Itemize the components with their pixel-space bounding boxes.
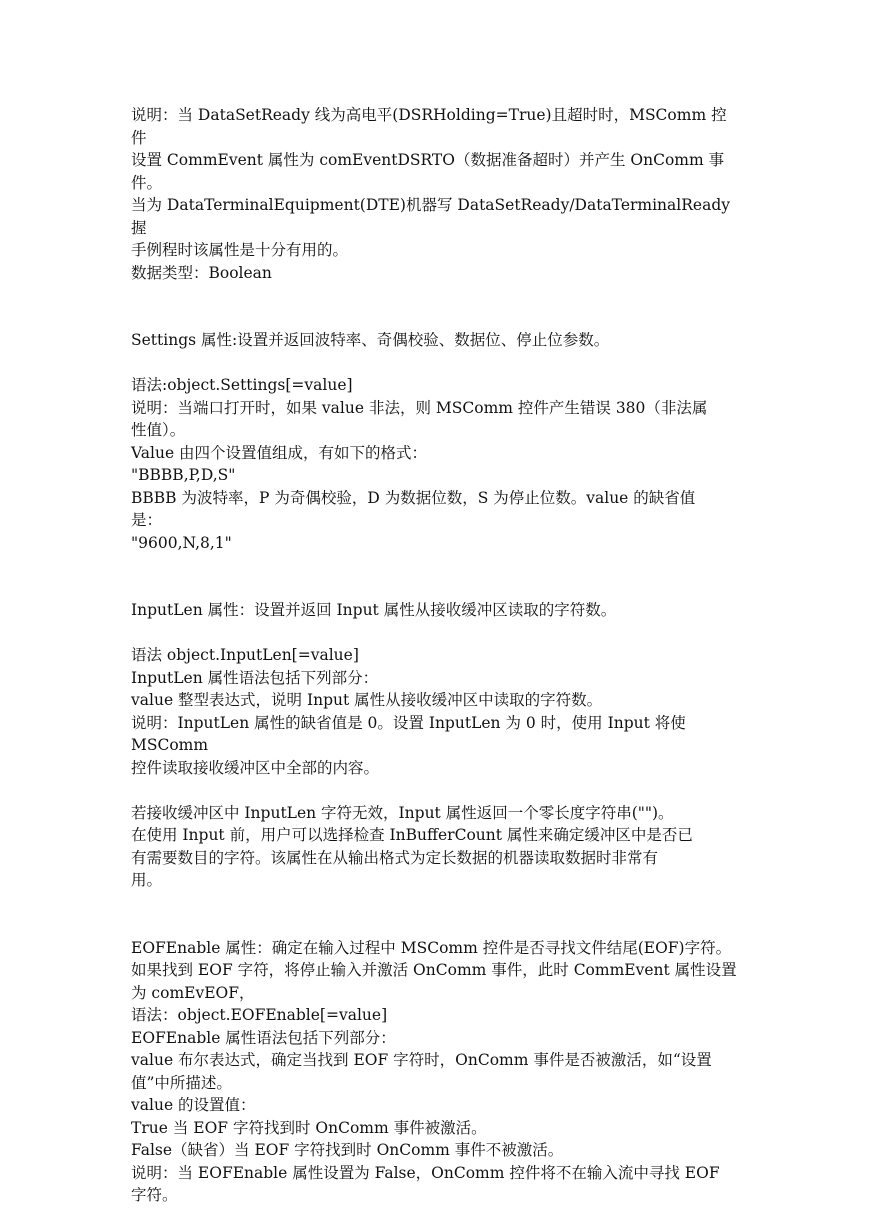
settings-format-description-line-1: BBBB 为波特率，P 为奇偶校验，D 为数据位数，S 为停止位数。value 的缺省值 [131,488,696,507]
inputlen-syntax: 语法 object.InputLen[=value] [131,646,359,664]
eofenable-parts-intro: EOFEnable 属性语法包括下列部分： [131,1028,396,1047]
eofenable-description-line-1: 如果找到 EOF 字符，将停止输入并激活 OnComm 事件，此时 CommEvent 属性设置 [131,961,737,979]
inputlen-note-line-2: 在使用 Input 前，用户可以选择检查 InBufferCount 属性来确定缓冲区中是否已 [131,826,693,844]
eofenable-true-description: True 当 EOF 字符找到时 OnComm 事件被激活。 [131,1118,487,1137]
inputlen-note-line-1: 若接收缓冲区中 InputLen 字符无效，Input 属性返回一个零长度字符串("")。 [131,803,674,822]
eofenable-value-description-line-1: value 布尔表达式，确定当找到 EOF 字符时，OnComm 事件是否被激活，如“设置 [131,1051,712,1069]
spacer [131,779,741,802]
settings-description-line-1: 说明：当端口打开时，如果 value 非法，则 MSComm 控件产生错误 380（非法属 [131,398,708,417]
dsr-description-line-1: 说明：当 DataSetReady 线为高电平(DSRHolding=True)且超时时，MSComm 控件 [131,106,727,147]
inputlen-note-line-3: 有需要数目的字符。该属性在从输出格式为定长数据的机器读取数据时非常有 [131,848,659,867]
dsr-description-line-3: 当为 DataTerminalEquipment(DTE)机器写 DataSetReady/DataTerminalReady 握 [131,196,735,237]
settings-format: "BBBB,P,D,S" [131,466,236,484]
inputlen-heading: InputLen 属性：设置并返回 Input 属性从接收缓冲区读取的字符数。 [131,601,617,619]
settings-format-intro: Value 由四个设置值组成，有如下的格式： [131,443,428,462]
settings-syntax: 语法:object.Settings[=value] [131,376,353,394]
eofenable-note-line-1: 说明：当 EOFEnable 属性设置为 False，OnComm 控件将不在输入流中寻找 EOF [131,1163,720,1182]
eofenable-note-line-2: 字符。 [131,1186,178,1204]
eofenable-settings-intro: value 的设置值： [131,1096,256,1114]
eofenable-heading: EOFEnable 属性：确定在输入过程中 MSComm 控件是否寻找文件结尾(EOF)字符。 [131,938,732,957]
inputlen-value-description: value 整型表达式，说明 Input 属性从接收缓冲区中读取的字符数。 [131,691,603,709]
inputlen-note-line-4: 用。 [131,871,163,889]
inputlen-description-line-2: 控件读取接收缓冲区中全部的内容。 [131,758,380,777]
dsr-description-line-4: 手例程时该属性是十分有用的。 [131,241,349,259]
inputlen-property-section [131,599,741,892]
dsr-timeout-section [131,104,741,284]
settings-property-section [131,329,741,554]
eofenable-syntax: 语法：object.EOFEnable[=value] [131,1006,388,1024]
spacer [131,554,741,599]
spacer [131,622,741,645]
inputlen-description-line-1: 说明：InputLen 属性的缺省值是 0。设置 InputLen 为 0 时，使用 Input 将使 MSComm [131,713,691,754]
settings-default-value: "9600,N,8,1" [131,533,232,552]
settings-format-description-line-2: 是： [131,511,163,529]
eofenable-property-section [131,937,741,1207]
dsr-description-line-2: 设置 CommEvent 属性为 comEventDSRTO（数据准备超时）并产生 OnComm 事件。 [131,151,725,192]
eofenable-description-line-2: 为 comEvEOF， [131,983,255,1002]
settings-heading: Settings 属性:设置并返回波特率、奇偶校验、数据位、停止位参数。 [131,331,610,349]
inputlen-parts-intro: InputLen 属性语法包括下列部分： [131,668,379,687]
spacer [131,352,741,375]
spacer [131,892,741,937]
document-body [131,104,741,1207]
settings-description-line-2: 性值）。 [131,421,186,439]
dsr-data-type: 数据类型：Boolean [131,263,272,282]
eofenable-value-description-line-2: 值”中所描述。 [131,1073,232,1092]
spacer [131,284,741,329]
eofenable-false-description: False（缺省）当 EOF 字符找到时 OnComm 事件不被激活。 [131,1141,564,1159]
